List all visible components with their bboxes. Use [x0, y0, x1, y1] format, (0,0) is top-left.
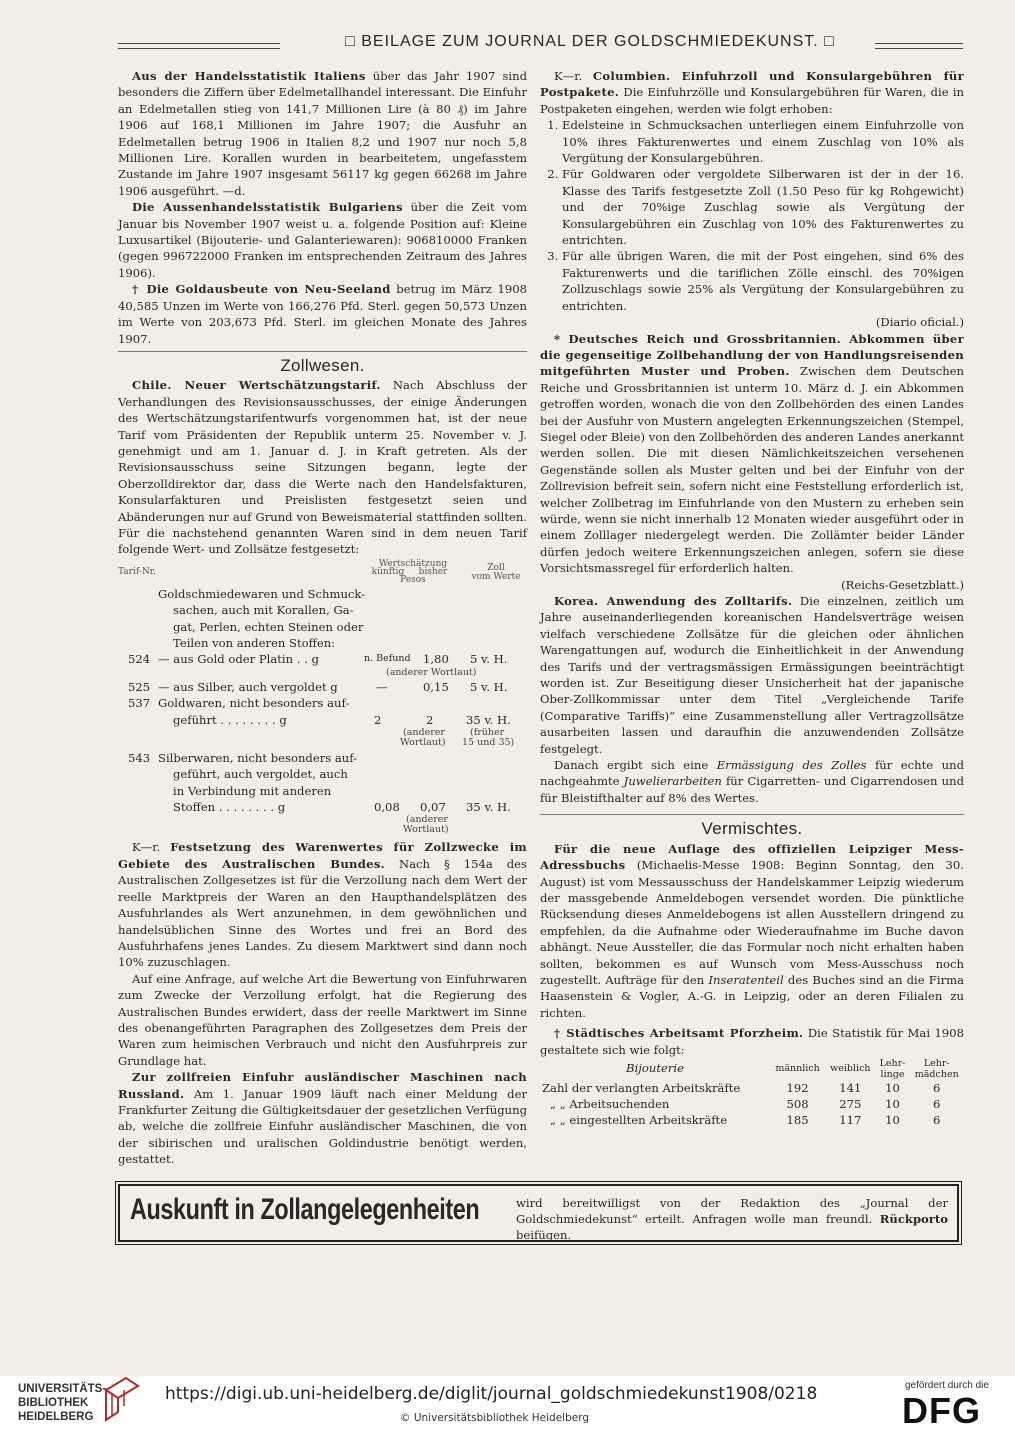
- text-run: (Michaelis-Messe 1908: Beginn Sonntag, den 30. August) ist vom Messausschuss der Handelskammer Leipzig wiederum der massgebende Anmeldebogen versendet worden. Die pünktliche Rücksendung dieses Anmeldebogens ist allen Ausstellern dringend zu empfehlen, da die Aufnahme oder Wiederaufnahme im Buche davon abhängt. Neue Aussteller, die das Formular noch nicht erhalten haben sollten, bekommen es auf Wunsch vom Mess-Ausschuss noch zugestellt. Aufträge für den: [540, 858, 964, 987]
- table-row: [118, 783, 527, 799]
- stats-th-lehrlinge: [876, 1058, 910, 1080]
- table-cell: Teilen von anderen Stoffen:: [173, 635, 336, 650]
- colombia-list: [540, 117, 964, 314]
- advertisement-box: [118, 1184, 959, 1242]
- table-row: [118, 728, 527, 750]
- article-chile-text: Nach Abschluss der Verhandlungen des Revisionsausschusses, der einige Änderungen des Wertschätzungstarifentwurfs vorgenommen hat, ist der neue Tarif vom Präsidenten der Republik unterm 25. November v. J. genehmigt und am 1. Januar d. J. in Kraft getreten. Als der Revisionsausschuss seine Sitzungen begann, legte der Oberzolldirektor dar, dass die Werte nach den Handelsfakturen, Konsularfakturen und Preislisten festgesetzt seien und Abänderungen nur auf Grund von Beweismaterial stattfinden sollten. Für die nachstehend genannten Waren sind in dem neuen Tarif folgende Wert- und Zollsätze festgesetzt:: [118, 378, 527, 557]
- table-cell: 525: [128, 679, 151, 694]
- stats-th-maennlich: männlich: [775, 1063, 820, 1075]
- table-row: [118, 799, 527, 815]
- table-cell: 35 v. H.: [466, 800, 511, 815]
- list-item: 1. Edelsteine in Schmucksachen unterliegen einem Einfuhrzolle von 10% ihres Fakturenwertes und einem Zuschlag von 10% als Vergütung der Konsulargebühren.: [562, 117, 964, 166]
- article-newzealand-text: betrug im März 1908 40,585 Unzen im Werte von 166,276 Pfd. Sterl. gegen 50,573 Unzen im Werte von 203,673 Pfd. Sterl. im gleichen Monate des Jahres 1907.: [118, 282, 527, 346]
- table-note: (anderer: [403, 726, 445, 738]
- table-cell: 0,08: [374, 800, 400, 815]
- text-run-italic: Juwelierarbeiten: [623, 774, 722, 789]
- article-australia-text: Nach § 154a des Australischen Zollgesetzes ist für die Verzollung nach dem Wert der reelle Marktpreis der Waren an den Haupthandelsplätzen des Ausfuhrlandes als Wert anzunehmen, in dem gewöhnlichen und handelsüblichen Sinne des Wortes und frei an Bord des Ausfuhrhafens jenes Landes. Zu diesem Marktwert sind dann noch 10% zuzuschlagen.: [118, 856, 527, 970]
- header-title-text: BEILAGE ZUM JOURNAL DER GOLDSCHMIEDEKUNST.: [361, 33, 819, 50]
- header-rule-left: [118, 43, 280, 49]
- viewer-footer: [0, 1376, 1015, 1436]
- article-newzealand: [118, 281, 527, 347]
- article-russia: [118, 1069, 527, 1167]
- table-cell: 537: [128, 696, 151, 711]
- library-line: UNIVERSITÄTS-: [18, 1383, 107, 1395]
- text-run-bold: Rückporto: [879, 1212, 948, 1226]
- page-header: [118, 33, 963, 57]
- table-cell: 1,80: [423, 652, 449, 667]
- text-run: beifügen.: [516, 1228, 572, 1242]
- source-diario: (Diario oficial.): [875, 315, 964, 330]
- table-note: (früher: [470, 726, 505, 738]
- stats-th-part: linge: [880, 1068, 905, 1080]
- table-row: [118, 815, 527, 837]
- table-cell: 0,07: [420, 800, 446, 815]
- text-run: für Cigarretten- und Cigarrendosen und für Bleistifthalter auf 8% des Wertes.: [540, 774, 964, 805]
- table-cell: 524: [128, 652, 151, 667]
- stats-cell: 275: [839, 1096, 862, 1111]
- library-logo-icon[interactable]: [102, 1376, 142, 1424]
- stats-cell: 10: [885, 1080, 900, 1095]
- text-run: wird bereitwilligst von der Redaktion des „Journal der Goldschmiedekunst“ erteilt. Anfragen wolle man freundl.: [516, 1196, 948, 1226]
- tariff-table-header: [118, 560, 527, 586]
- article-leipzig-lead: Für die neue Auflage des offiziellen Leipziger Mess-Adressbuchs: [540, 841, 964, 873]
- table-note: 15 und 35): [462, 736, 515, 748]
- stats-th-part: Lehr-: [879, 1057, 906, 1069]
- table-cell: gat, Perlen, echten Steinen oder: [173, 619, 364, 634]
- copyright-text: © Universitätsbibliothek Heidelberg: [400, 1412, 590, 1424]
- table-cell: Silberwaren, nicht besonders auf-: [158, 750, 358, 765]
- header-title: □ BEILAGE ZUM JOURNAL DER GOLDSCHMIEDEKUNST. □: [345, 33, 835, 50]
- article-bulgaria: [118, 199, 527, 281]
- table-row: [118, 586, 527, 602]
- stats-cell: 6: [933, 1112, 941, 1127]
- table-cell: —: [376, 679, 388, 694]
- th-tarif: Tarif-Nr.: [118, 566, 156, 577]
- table-cell: 543: [128, 750, 151, 765]
- right-column: [540, 68, 964, 1128]
- table-cell: 2: [426, 712, 434, 727]
- stats-label: „ „ Arbeitsuchenden: [550, 1096, 670, 1111]
- article-colombia-text: Die Einfuhrzölle und Konsulargebühren für Waren, die in Postpaketen eingehen, werden wie folgt erhoben:: [540, 85, 964, 116]
- stats-cell: 10: [885, 1112, 900, 1127]
- article-italy-lead: Aus der Handelsstatistik Italiens: [132, 69, 366, 83]
- table-row: [118, 695, 527, 711]
- table-row: [118, 679, 527, 695]
- stats-cell: 141: [839, 1080, 862, 1095]
- stats-cell: 508: [786, 1096, 809, 1111]
- article-colombia-prefix: K—r.: [554, 69, 593, 83]
- ad-headline: Auskunft in Zollangelegenheiten: [130, 1193, 480, 1226]
- th-kuenftig: künftig: [371, 566, 405, 577]
- article-australia: [118, 839, 527, 970]
- th-zoll: Zoll: [487, 562, 505, 573]
- table-row: [540, 1080, 964, 1096]
- table-cell: 35 v. H.: [466, 712, 511, 727]
- article-australia-lead: Festsetzung des Warenwertes für Zollzwecke im Gebiete des Australischen Bundes.: [118, 840, 527, 871]
- table-cell: in Verbindung mit anderen: [173, 783, 332, 798]
- article-russia-text: Am 1. Januar 1909 läuft nach einer Meldung der Frankfurter Zeitung die Gültigkeitsdauer der gesetzlichen Verfügung ab, welche die zollfreie Einfuhr ausländischer Maschinen, die von der sibirischen und uralischen Goldindustrie benötigt werden, gestattet.: [118, 1086, 527, 1167]
- article-pforzheim-text: Die Statistik für Mai 1908 gestaltete sich wie folgt:: [540, 1026, 964, 1057]
- th-bisher: bisher: [418, 566, 448, 577]
- table-row: [118, 750, 527, 766]
- table-row: [118, 766, 527, 782]
- stats-th-weiblich: weiblich: [830, 1063, 871, 1075]
- stats-header-row: [540, 1058, 964, 1080]
- stats-label: „ „ eingestellten Arbeitskräfte: [550, 1112, 728, 1127]
- left-column: [118, 68, 527, 1168]
- section-heading-zollwesen: Zollwesen.: [280, 355, 365, 375]
- table-note: Wortlaut): [400, 736, 446, 748]
- table-cell: — aus Silber, auch vergoldet g: [158, 679, 338, 694]
- table-row: [118, 668, 527, 679]
- stats-cell: 6: [933, 1096, 941, 1111]
- article-korea-2: [540, 757, 964, 806]
- header-rule-right: [875, 43, 963, 49]
- article-bulgaria-text: über die Zeit vom Januar bis November 1907 weist u. a. folgende Position auf: Kleine Luxusartikel (Bijouterie- und Galanteriewaren): 906810000 Franken (gegen 996722000 Franken im entsprechenden Zeitraum des Jahres 1906).: [118, 200, 527, 280]
- article-reich-gb-text: Zwischen dem Deutschen Reiche und Grossbritannien ist unterm 10. März d. J. ein Abkommen getroffen worden, wonach die von den Zollbehörden des einen Landes bei der Ausfuhr von Mustern angelegten Erkennungszeichen (Stempel, Siegel oder Bleie) von den Zollbehörden des anderen Landes anerkannt werden sollen. Die mit diesen Nämlichkeitszeichen versehenen Gegenstände sollen als Muster gelten und bei der Einfuhr von der Zollrevision befreit sein, sofern nicht eine Feststellung erforderlich ist, welcher Zollbetrag im Einfuhrlande von den Mustern zu erheben sein würde, wenn sie nicht innerhalb 12 Monaten wieder ausgeführt oder in einem Zolllager niedergelegt werden. Die Zollämter beider Länder dürfen jedoch weitere Erkennungszeichen anlegen, sofern sie diese Vorsichtsmassregel für erforderlich halten.: [540, 364, 965, 576]
- table-cell: geführt . . . . . . . . g: [173, 712, 287, 727]
- library-line: HEIDELBERG: [18, 1411, 94, 1423]
- table-row: [118, 712, 527, 728]
- section-heading-vermischtes: Vermischtes.: [701, 819, 803, 839]
- article-italy: [118, 68, 527, 199]
- table-row: [540, 1096, 964, 1112]
- library-line: BIBLIOTHEK: [18, 1397, 89, 1409]
- article-reich-gb: [540, 331, 964, 577]
- permalink-url[interactable]: https://digi.ub.uni-heidelberg.de/diglit/journal_goldschmiedekunst1908/0218: [165, 1384, 818, 1404]
- article-colombia-lead: Columbien. Einfuhrzoll und Konsulargebühren für Postpakete.: [540, 69, 964, 100]
- stats-th-part: mädchen: [914, 1068, 959, 1080]
- table-cell: sachen, auch mit Korallen, Ga-: [173, 603, 354, 618]
- stats-cell: 192: [786, 1080, 809, 1095]
- table-cell: 5 v. H.: [470, 679, 508, 694]
- table-row: [118, 651, 527, 667]
- article-australia-text-2: Auf eine Anfrage, auf welche Art die Bewertung von Einfuhrwaren zum Zwecke der Verzollung erfolgt, hat die Regierung des Australischen Bundes erwidert, dass der reelle Marktwert im Sinne des obenangeführten Paragraphen des Zollgesetzes dem Preis der Waren zum heimischen Verbrauch und nicht den Ausfuhrpreis zur Grundlage hat.: [118, 971, 527, 1068]
- article-australia-prefix: K—r.: [132, 840, 171, 855]
- stats-th-lehrmaedchen: [909, 1058, 964, 1080]
- article-korea: [540, 593, 964, 757]
- article-colombia: [540, 68, 964, 117]
- table-cell: 5 v. H.: [470, 652, 508, 667]
- article-korea-text: Die einzelnen, zeitlich um Jahre auseinanderliegenden koreanischen Handelsverträge weisen vielfach verschiedene Zollsätze für die gleichen oder ähnlichen Warengattungen auf, wodurch die Einheitlichkeit in der Anwendung des Tarifs und der vertragsmässigen Ermässigungen beeinträchtigt worden ist. Zur Beseitigung dieser Unsicherheit hat der japanische Ober-Zollkommissar unter dem Titel „Vergleichende Tarife (Comparative Tariffs)“ eine Zusammenstellung aller Vertragzollsätze ausarbeiten lassen und daraufhin die anzuwendenden Zollsätze festgelegt.: [540, 594, 964, 756]
- list-item: 2. Für Goldwaren oder vergoldete Silberwaren ist der in der 16. Klasse des Tarifs festgesetzte Zoll (1.50 Peso für kg Rohgewicht) und der 70%ige Zuschlag sowie als Vergütung der Konsulargebühren ein Zuschlag von 10% des Fakturenwertes zu entrichten.: [562, 166, 964, 248]
- table-note: Wortlaut): [403, 824, 449, 836]
- library-logo-text[interactable]: [18, 1382, 106, 1424]
- table-note: (anderer Wortlaut): [386, 666, 477, 678]
- divider: [118, 351, 527, 352]
- ad-text: [516, 1195, 948, 1243]
- dfg-caption: gefördert durch die: [905, 1380, 989, 1391]
- text-run: für echte und nachgeahmte: [540, 758, 964, 789]
- article-chile-lead: Chile. Neuer Wertschätzungstarif.: [132, 378, 381, 393]
- article-newzealand-lead: † Die Goldausbeute von Neu-Seeland: [132, 282, 391, 297]
- stats-cell: 6: [933, 1080, 941, 1095]
- table-cell: Goldwaren, nicht besonders auf-: [158, 696, 350, 711]
- article-korea-lead: Korea. Anwendung des Zolltarifs.: [554, 594, 793, 608]
- article-leipzig: [540, 841, 964, 1021]
- table-cell: Stoffen . . . . . . . . g: [173, 800, 286, 815]
- tariff-table: [118, 560, 527, 838]
- table-row: [118, 635, 527, 651]
- article-chile: [118, 377, 527, 557]
- stats-label: Zahl der verlangten Arbeitskräfte: [542, 1080, 741, 1095]
- table-cell: 0,15: [423, 679, 449, 694]
- stats-cell: 185: [786, 1112, 809, 1127]
- stats-cell: 10: [885, 1096, 900, 1111]
- text-run: Danach ergibt sich eine: [554, 758, 717, 773]
- th-pesos: Pesos: [400, 574, 426, 585]
- stats-th-part: Lehr-: [923, 1057, 950, 1069]
- text-run-italic: Ermässigung des Zolles: [716, 758, 867, 773]
- table-row: [118, 602, 527, 618]
- table-cell: 2: [374, 712, 382, 727]
- stats-cell: 117: [839, 1112, 862, 1127]
- source-reichsgesetzblatt: (Reichs-Gesetzblatt.): [841, 577, 964, 592]
- table-note: (anderer: [406, 814, 448, 826]
- table-cell: Goldschmiedewaren und Schmuck-: [158, 586, 366, 601]
- article-russia-lead: Zur zollfreien Einfuhr ausländischer Maschinen nach Russland.: [118, 1070, 527, 1101]
- article-bulgaria-lead: Die Aussenhandelsstatistik Bulgariens: [132, 200, 403, 215]
- table-row: [118, 619, 527, 635]
- table-cell: geführt, auch vergoldet, auch: [173, 767, 348, 782]
- article-pforzheim-lead: † Städtisches Arbeitsamt Pforzheim.: [554, 1026, 804, 1041]
- table-cell: — aus Gold oder Platin . . g: [158, 652, 319, 667]
- text-run-italic: Inseratenteil: [708, 972, 784, 987]
- th-vom: vom Werte: [471, 571, 521, 582]
- stats-th-bijouterie: Bijouterie: [626, 1061, 684, 1076]
- stats-table: [540, 1058, 964, 1128]
- table-cell: n. Befund: [364, 653, 411, 665]
- dfg-logo[interactable]: DFG: [902, 1390, 981, 1431]
- article-reich-gb-lead: * Deutsches Reich und Grossbritannien. Abkommen über die gegenseitige Zollbehandlung der von Handlungsreisenden mitgeführten Muster und Proben.: [540, 331, 964, 379]
- divider: [540, 814, 964, 815]
- table-row: [540, 1112, 964, 1128]
- article-pforzheim: [540, 1025, 964, 1058]
- list-item: 3. Für alle übrigen Waren, die mit der Post eingehen, sind 6% des Fakturenwerts und die tariflichen Zölle einschl. des 70%igen Zollzuschlags sowie 25% als Vergütung der Konsulargebühren zu entrichten.: [562, 248, 964, 314]
- article-italy-text: über das Jahr 1907 sind besonders die Ziffern über Edelmetallhandel interessant. Die Einfuhr an Edelmetallen stieg von 141,7 Millionen Lire (à 80 ₰) im Jahre 1906 auf 168,1 Millionen im Jahre 1907; die Ausfuhr an Edelmetallen betrug 1906 in Italien 8,2 und 1907 nur noch 5,8 Millionen Lire. Korallen wurden in bearbeitetem, ungefasstem Zustande im Jahre 1907 insgesamt 56117 kg gegen 66268 im Jahre 1906 ausgeführt. —d.: [118, 69, 527, 198]
- th-wert: Wertschätzung: [378, 558, 448, 569]
- text-run: des Buches sind an die Firma Haasenstein & Vogler, A.-G. in Leipzig, oder an deren Filialen zu richten.: [540, 972, 965, 1020]
